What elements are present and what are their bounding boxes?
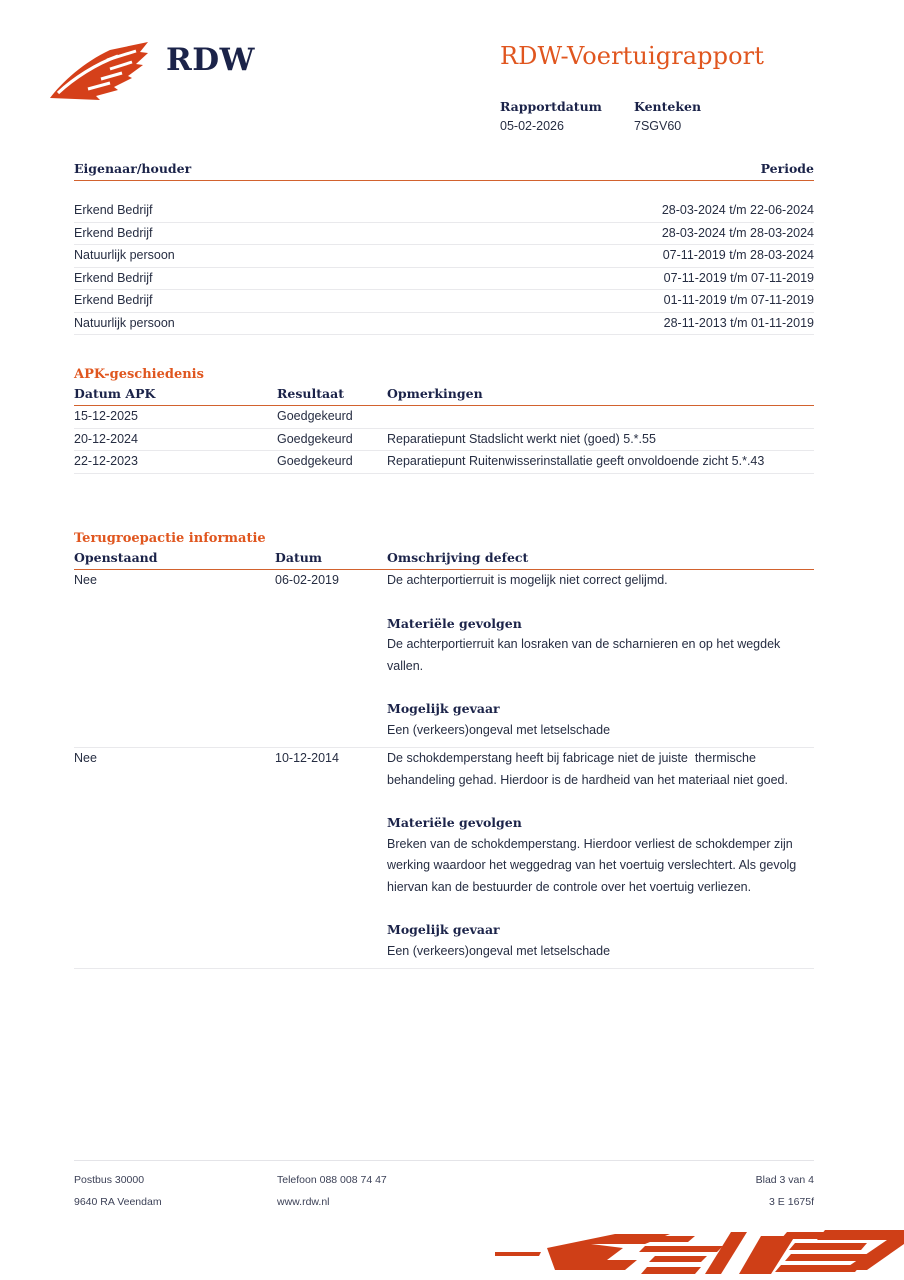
recall-defect-text: De achterportierruit is mogelijk niet correct gelijmd. [387,573,668,587]
licence-value: 7SGV60 [634,119,682,133]
owner-table-header [74,160,814,181]
col-header-owner: Eigenaar/houder [74,161,192,176]
apk-section-title: APK-geschiedenis [74,367,204,382]
rdw-feather-logo-icon [44,40,156,102]
col-header-apk-result: Resultaat [277,386,344,401]
footer-row-1 [74,1173,814,1195]
recall-section [74,530,814,969]
owner-period: 07-11-2019 t/m 07-11-2019 [663,270,814,285]
report-date-group [500,97,634,136]
recall-table-body [74,570,814,969]
rdw-wordmark: RDW [166,42,255,78]
owner-period: 28-03-2024 t/m 28-03-2024 [661,225,814,240]
report-meta [500,97,830,136]
owner-section [74,160,814,335]
recall-danger-text: Een (verkeers)ongeval met letselschade [387,722,611,737]
footer-city: 9640 RA Veendam [74,1196,162,1208]
table-row [74,313,814,336]
apk-remarks: Reparatiepunt Stadslicht werkt niet (goed) 5.*.55 [387,431,656,446]
col-header-open: Openstaand [74,550,158,565]
recall-date: 10-12-2014 [275,751,339,765]
recall-detail [387,570,805,747]
table-row [74,570,814,748]
apk-date: 15-12-2025 [74,409,138,423]
recall-section-title: Terugroepactie informatie [74,531,266,546]
recall-defect-text: De schokdemperstang heeft bij fabricage niet de juiste thermische behandeling gehad. Hierdoor is de hardheid van het materiaal niet goed. [387,751,788,787]
owner-period: 01-11-2019 t/m 07-11-2019 [663,293,814,307]
recall-consequences-text: De achterportierruit kan losraken van de scharnieren en op het wegdek vallen. [387,637,781,673]
page-title: RDW-Voertuigrapport [500,42,764,70]
table-row [74,451,814,474]
table-row [74,748,814,969]
owner-table-body [74,181,814,335]
table-row [74,290,814,313]
col-header-recall-date: Datum [275,550,323,565]
footer-page-number: Blad 3 van 4 [755,1174,814,1186]
owner-period: 07-11-2019 t/m 28-03-2024 [662,248,814,262]
recall-date: 06-02-2019 [275,573,339,587]
table-row [74,200,814,223]
owner-type: Erkend Bedrijf [74,225,153,240]
table-row [74,268,814,291]
owner-period: 28-11-2013 t/m 01-11-2019 [663,315,814,330]
apk-remarks: Reparatiepunt Ruitenwisserinstallatie geeft onvoldoende zicht 5.*.43 [387,454,765,468]
owner-type: Erkend Bedrijf [74,293,153,307]
report-date-label: Rapportdatum [500,99,602,114]
owner-type: Erkend Bedrijf [74,270,153,285]
licence-label: Kenteken [634,99,702,114]
footer-website-link[interactable]: www.rdw.nl [277,1196,330,1208]
recall-danger-label: Mogelijk gevaar [387,922,500,937]
rdw-logo-block [44,34,304,104]
col-header-apk-date: Datum APK [74,386,156,401]
apk-table-header [74,385,814,406]
footer-row-2 [74,1195,814,1217]
table-row [74,245,814,268]
apk-date: 22-12-2023 [74,454,138,468]
apk-date: 20-12-2024 [74,431,138,446]
apk-remarks [387,406,814,428]
recall-detail [387,748,805,968]
col-header-apk-remarks: Opmerkingen [387,386,483,401]
recall-consequences-label: Materiële gevolgen [387,815,522,830]
recall-open-status: Nee [74,751,97,765]
table-row [74,429,814,452]
apk-section [74,366,814,474]
apk-result: Goedgekeurd [277,409,353,423]
table-row [74,223,814,246]
recall-danger-label: Mogelijk gevaar [387,701,500,716]
owner-type: Erkend Bedrijf [74,203,153,217]
decorative-swoosh-graphic [495,1222,904,1280]
recall-consequences-label: Materiële gevolgen [387,615,522,631]
apk-table-body [74,406,814,474]
owner-type: Natuurlijk persoon [74,248,175,262]
recall-table-header [74,549,814,570]
footer-form-code: 3 E 1675f [769,1196,814,1208]
recall-open-status: Nee [74,573,97,587]
licence-group [634,97,701,136]
footer-postbus: Postbus 30000 [74,1174,145,1186]
col-header-period: Periode [760,161,814,176]
col-header-defect: Omschrijving defect [387,550,529,565]
recall-consequences-text: Breken van de schokdemperstang. Hierdoor verliest de schokdemper zijn werking waardoor het weggedrag van het voertuig verslechtert. Als gevolg hiervan kan de bestuurder de controle over het voertuig verliezen. [387,836,797,894]
owner-type: Natuurlijk persoon [74,315,175,330]
page-footer [74,1160,814,1217]
report-date-value: 05-02-2026 [500,119,564,133]
apk-result: Goedgekeurd [277,431,353,446]
recall-danger-text: Een (verkeers)ongeval met letselschade [387,943,611,958]
table-row [74,406,814,429]
apk-result: Goedgekeurd [277,454,353,468]
footer-phone: Telefoon 088 008 74 47 [277,1174,387,1186]
owner-period: 28-03-2024 t/m 22-06-2024 [661,203,814,217]
